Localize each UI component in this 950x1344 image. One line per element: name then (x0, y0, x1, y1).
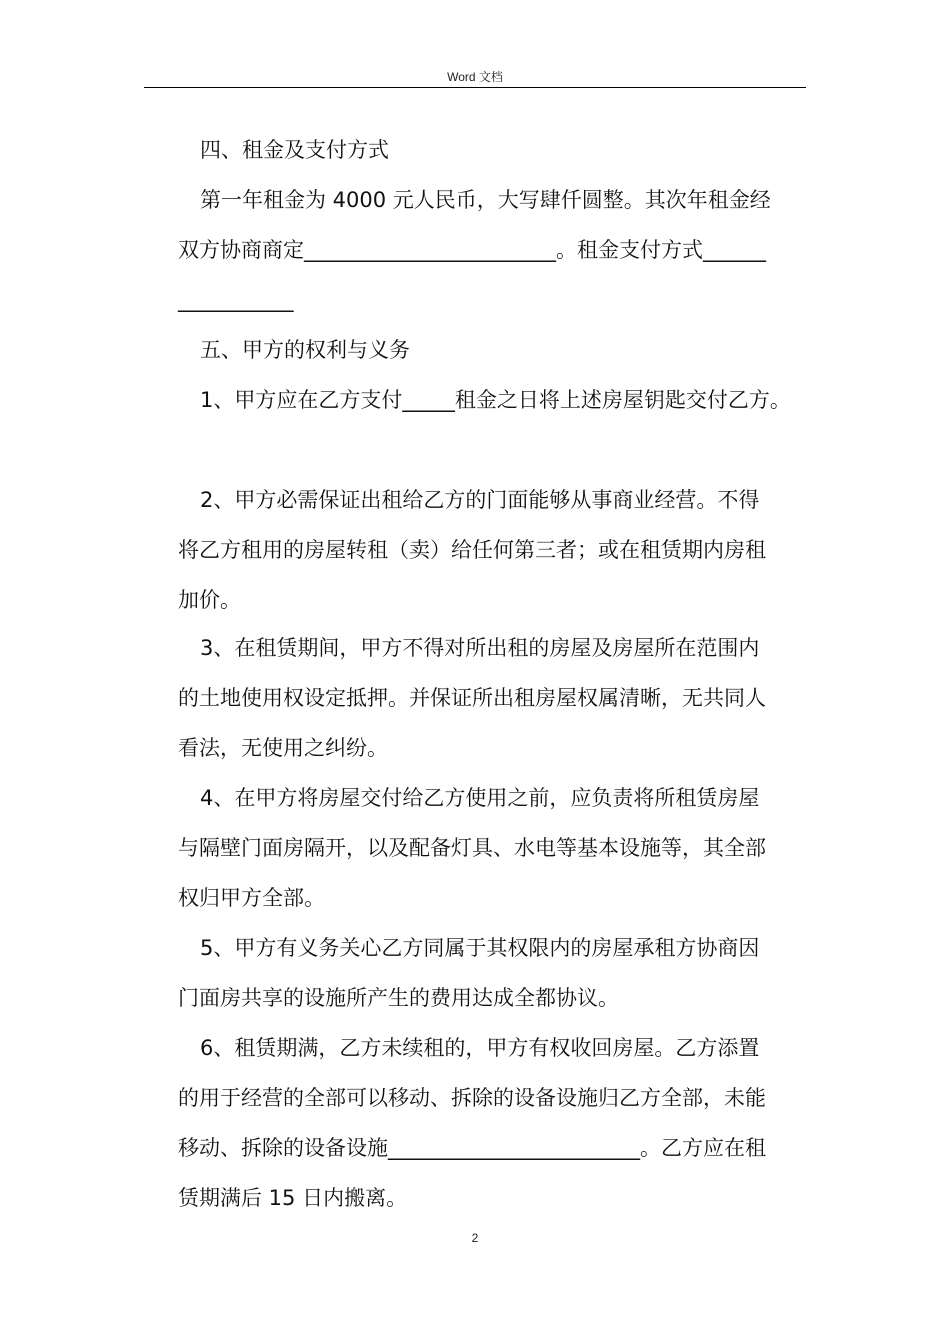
paragraph-line: 加价。 (178, 588, 241, 612)
page-number: 2 (471, 1231, 479, 1245)
paragraph-line: 看法，无使用之纠纷。 (178, 736, 388, 760)
header-divider (144, 87, 806, 88)
paragraph-line: 5、甲方有义务关心乙方同属于其权限内的房屋承租方协商因 (200, 936, 760, 960)
page-header: Word 文档 (447, 70, 503, 84)
paragraph-line: 赁期满后 15 日内搬离。 (178, 1186, 408, 1210)
paragraph-line: 权归甲方全部。 (178, 886, 325, 910)
paragraph-line: 3、在租赁期间，甲方不得对所出租的房屋及房屋所在范围内 (200, 636, 760, 660)
paragraph-line: 的土地使用权设定抵押。并保证所出租房屋权属清晰，无共同人 (178, 686, 766, 710)
paragraph-line: 1、甲方应在乙方支付_____租金之日将上述房屋钥匙交付乙方。 (200, 388, 791, 412)
paragraph-line: 移动、拆除的设备设施________________________。乙方应在租 (178, 1136, 766, 1160)
paragraph-line: 双方协商商定________________________。租金支付方式______ (178, 238, 766, 262)
paragraph-line: 将乙方租用的房屋转租（卖）给任何第三者；或在租赁期内房租 (178, 538, 766, 562)
paragraph-line: 第一年租金为 4000 元人民币，大写肆仟圆整。其次年租金经 (200, 188, 771, 212)
paragraph-line: 与隔壁门面房隔开，以及配备灯具、水电等基本设施等，其全部 (178, 836, 766, 860)
paragraph-line: 门面房共享的设施所产生的费用达成全都协议。 (178, 986, 619, 1010)
paragraph-line: 2、甲方必需保证出租给乙方的门面能够从事商业经营。不得 (200, 488, 760, 512)
paragraph-line: 6、租赁期满，乙方未续租的，甲方有权收回房屋。乙方添置 (200, 1036, 760, 1060)
paragraph-line: 4、在甲方将房屋交付给乙方使用之前，应负责将所租赁房屋 (200, 786, 760, 810)
paragraph-line: 的用于经营的全部可以移动、拆除的设备设施归乙方全部，未能 (178, 1086, 766, 1110)
section-heading-rent: 四、租金及支付方式 (200, 138, 389, 162)
paragraph-line: ___________ (178, 288, 294, 312)
section-heading-party-a: 五、甲方的权利与义务 (200, 338, 410, 362)
